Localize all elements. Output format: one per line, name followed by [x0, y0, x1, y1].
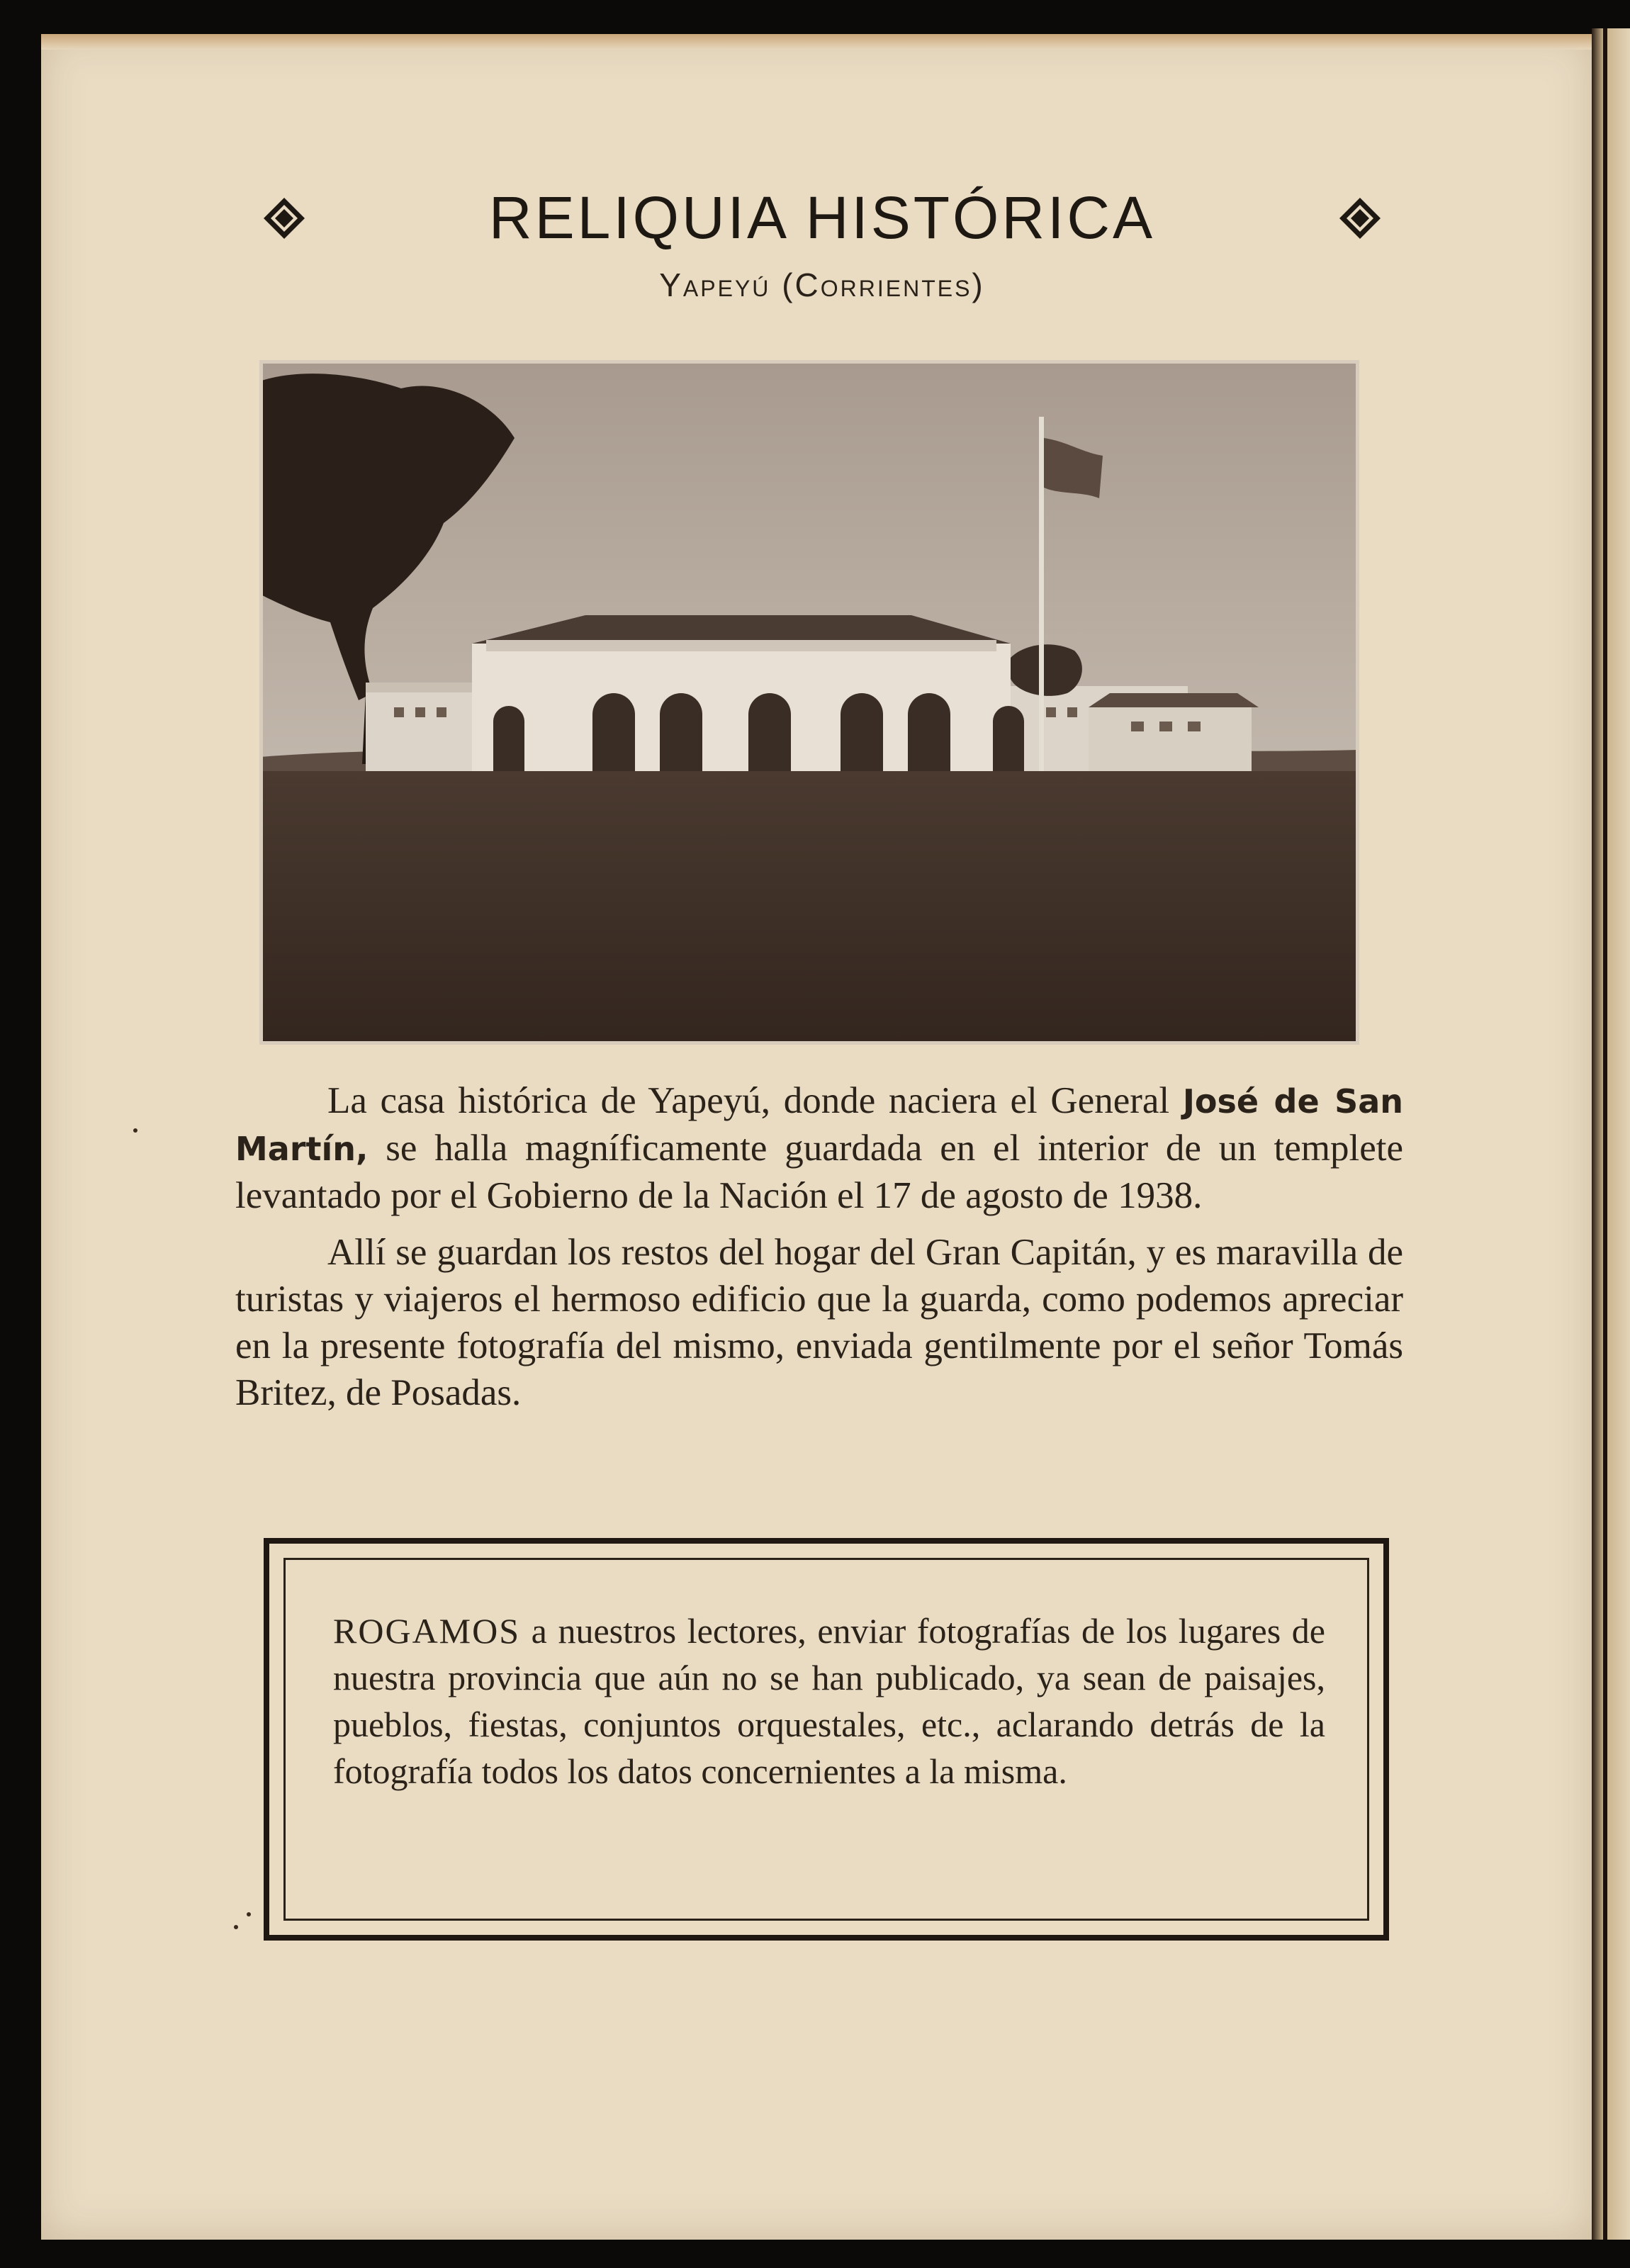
scan-bottom-border	[41, 2240, 1630, 2268]
article-text: se halla magníficamente guardada en el interior de un templete levantado por el Gobierno de la Nación el 17 de agosto de 1938.	[235, 1128, 1403, 1216]
historic-building-photo	[259, 360, 1359, 1045]
article-paragraph-2: Allí se guardan los restos del hogar del Gran Capitán, y es maravilla de turistas y viajeros el hermoso edificio que la guarda, como podemos apreciar en la presente fotografía del mismo, enviada gentilmente por el señor Tomás Britez, de Posadas.	[235, 1232, 1403, 1413]
notice-text	[333, 1607, 1325, 1795]
margin-speck	[133, 1128, 137, 1133]
notice-body: a nuestros lectores, enviar fotografías de los lugares de nuestra provincia que aún no se han publicado, ya sean de paisajes, pueblos, fiestas, conjuntos orquestales, etc., aclarando detrás de la fotografía todos los datos concernientes a la misma.	[333, 1611, 1325, 1791]
page-subtitle: Yapeyú (Corrientes)	[659, 266, 985, 303]
notice-lead-word: ROGAMOS	[333, 1611, 521, 1651]
adjacent-page-edge	[1592, 28, 1630, 2247]
article-text: La casa histórica de Yapeyú, donde naciera el General	[327, 1080, 1183, 1121]
page-top-edge	[41, 34, 1593, 50]
article-body	[235, 1077, 1403, 1426]
margin-speck	[234, 1925, 238, 1929]
notice-box	[264, 1538, 1389, 1941]
heading-row	[241, 181, 1403, 259]
article-paragraph-1	[235, 1077, 1403, 1219]
building-photograph-icon	[259, 360, 1359, 1045]
page-title: RELIQUIA HISTÓRICA	[488, 184, 1156, 251]
article-bold-name: José de San Martín,	[235, 1082, 1403, 1168]
margin-speck	[247, 1912, 251, 1916]
diamond-ornament-icon	[1338, 196, 1382, 240]
